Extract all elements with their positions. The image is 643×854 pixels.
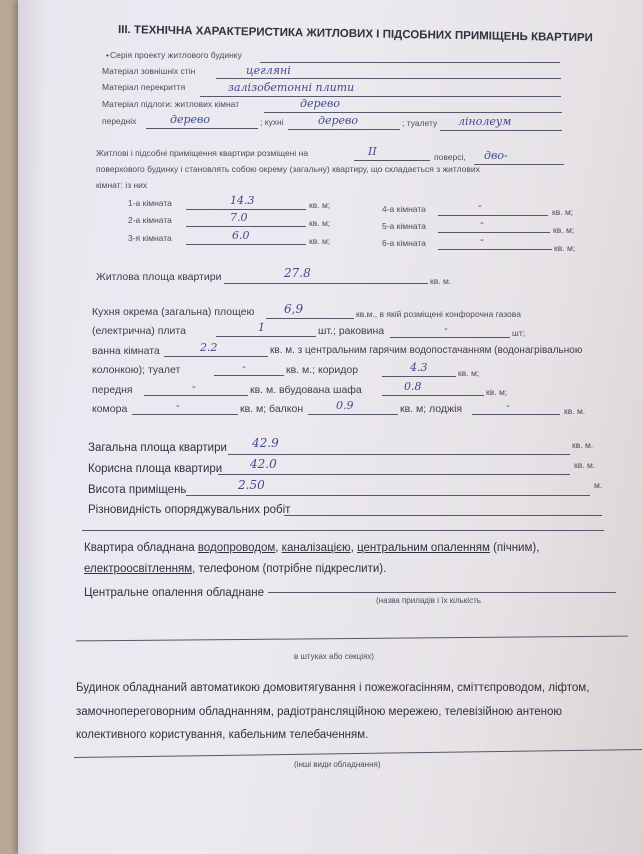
storeys-value: дво-	[484, 149, 508, 162]
room-2-label: 2-а кімната	[128, 215, 172, 225]
room-4-value: -	[478, 199, 482, 212]
stove-value: 1	[258, 321, 265, 334]
balcony-value: 0.9	[336, 399, 354, 412]
sink-field[interactable]	[390, 337, 510, 338]
room-1-field[interactable]	[186, 209, 306, 210]
heating-note: (назва приладів і їх кількість	[376, 596, 481, 605]
room-3-field[interactable]	[186, 244, 306, 245]
page-title: ІІІ. ТЕХНІЧНА ХАРАКТЕРИСТИКА ЖИТЛОВИХ І ПІДСОБНИХ ПРИМІЩЕНЬ КВАРТИРИ	[117, 24, 593, 45]
useful-area-unit: кв. м.	[574, 460, 596, 470]
room-2-unit: кв. м;	[309, 218, 331, 228]
room-4-field[interactable]	[438, 215, 548, 216]
loggia-field[interactable]	[472, 414, 560, 415]
finishing-field-2[interactable]	[82, 530, 604, 531]
building-line1: Будинок обладнаний автоматикою домовитягування і пожежогасінням, сміттєпроводом, ліфтом,	[76, 682, 590, 694]
heating-field[interactable]	[268, 592, 616, 593]
hall-field[interactable]	[144, 395, 248, 396]
project-series-label: Серія проекту житлового будинку	[110, 50, 242, 60]
sink-unit: шт;	[512, 328, 526, 338]
bath-label: ванна кімната	[92, 345, 160, 357]
height-value: 2.50	[238, 478, 265, 492]
toilet-floor-value: лінолеум	[458, 115, 512, 128]
building-line2: замочнопереговорним обладнанням, радіотрансляційною мережею, телевізійною антеною	[76, 706, 562, 718]
hall-mid: кв. м. вбудована шафа	[250, 384, 362, 396]
floor-living-field[interactable]	[264, 112, 562, 113]
floor-value: II	[368, 145, 377, 158]
floor-field[interactable]	[354, 160, 430, 161]
location-line1: Житлові і підсобні приміщення квартири розміщені на	[96, 148, 309, 158]
total-area-value: 42.9	[252, 436, 279, 450]
equipment-line1	[84, 542, 539, 554]
room-6-field[interactable]	[438, 249, 552, 250]
closet-field[interactable]	[382, 395, 484, 396]
hall-label: передня	[92, 384, 133, 396]
room-5-unit: кв. м;	[553, 225, 575, 235]
building-line3: колективного користування, кабельним телебаченням.	[76, 729, 369, 741]
ceiling-material-label: Матеріал перекриття	[102, 82, 186, 92]
equipment-line2	[84, 563, 386, 575]
pantry-field[interactable]	[132, 414, 238, 415]
floor-unit: поверсі,	[434, 152, 466, 162]
room-1-value: 14.3	[230, 194, 255, 207]
pieces-note: в штуках або секціях)	[294, 652, 374, 661]
ceiling-material-field[interactable]	[200, 96, 561, 97]
living-area-label: Житлова площа квартири	[96, 271, 222, 283]
equipped-with-text: Квартира обладнана	[84, 542, 195, 554]
total-area-field[interactable]	[228, 454, 570, 455]
living-area-value: 27.8	[284, 266, 311, 280]
closet-unit: кв. м;	[486, 387, 508, 397]
kitchen-line2-mid: шт.; раковина	[318, 325, 385, 337]
room-6-unit: кв. м;	[554, 243, 576, 253]
loggia-value: -	[506, 399, 510, 412]
stove-field[interactable]	[216, 336, 316, 337]
sewerage-text: каналізацією	[281, 542, 351, 554]
kitchen-floor-label: ; кухні	[260, 117, 284, 127]
other-equipment-field[interactable]	[74, 749, 642, 758]
room-1-label: 1-а кімната	[128, 198, 172, 208]
room-3-unit: кв. м;	[309, 236, 331, 246]
heating-label: Центральне опалення обладнане	[84, 587, 264, 599]
living-area-unit: кв. м.	[430, 276, 452, 286]
bath-value: 2.2	[200, 341, 218, 354]
room-1-unit: кв. м;	[309, 200, 331, 210]
central-heating-text: центральним опаленням	[357, 542, 490, 554]
bath-suffix: кв. м. з центральним гарячим водопостачанням (водонагрівальною	[270, 345, 583, 356]
kitchen-floor-value: дерево	[318, 114, 359, 127]
floor-living-value: дерево	[300, 97, 341, 110]
wall-material-label: Матеріал зовнішніх стін	[102, 66, 196, 76]
floor-material-label: Матеріал підлоги: житлових кімнат	[102, 99, 240, 109]
kitchen-line1: Кухня окрема (загальна) площею	[92, 306, 255, 318]
location-line3: кімнат: із них	[96, 180, 148, 190]
bath-field[interactable]	[164, 356, 268, 357]
closet-value: 0.8	[404, 380, 422, 393]
kitchen-area-value: 6,9	[284, 302, 304, 316]
room-4-label: 4-а кімната	[382, 204, 426, 214]
loggia-unit: кв. м.	[564, 406, 586, 416]
corridor-value: 4.3	[410, 361, 428, 374]
heating-field-2[interactable]	[76, 636, 628, 642]
useful-area-field[interactable]	[218, 474, 570, 475]
hallway-label: передніх	[102, 116, 137, 126]
room-5-label: 5-а кімната	[382, 221, 426, 231]
pantry-value: -	[176, 399, 180, 412]
comma-2: ,	[350, 542, 354, 554]
room-5-value: -	[480, 216, 484, 229]
room-3-label: 3-я кімната	[128, 233, 172, 243]
finishing-field[interactable]	[284, 515, 602, 516]
height-field[interactable]	[186, 495, 590, 496]
useful-area-label: Корисна площа квартири	[88, 463, 223, 475]
balcony-mid: кв. м; лоджія	[400, 403, 463, 415]
other-equipment-note: (інші види обладнання)	[294, 760, 381, 769]
telephone-text: , телефоном (потрібне підкреслити).	[192, 563, 387, 575]
kitchen-line4: колонкою); туалет	[92, 364, 181, 376]
pantry-label: комора	[92, 403, 128, 415]
pantry-mid: кв. м; балкон	[240, 403, 304, 415]
room-6-value: -	[480, 233, 484, 246]
sink-value: -	[444, 322, 448, 335]
total-area-label: Загальна площа квартири	[88, 442, 227, 454]
water-supply-text: водопроводом	[197, 542, 276, 554]
hallway-field[interactable]	[146, 128, 258, 129]
room-3-value: 6.0	[232, 229, 250, 242]
wall-material-value: цегляні	[246, 64, 291, 77]
toilet-area-field[interactable]	[214, 375, 284, 376]
finishing-label: Різновидність опоряджувальних робіт	[88, 504, 291, 516]
room-5-field[interactable]	[438, 232, 550, 233]
living-area-field[interactable]	[224, 283, 428, 284]
kitchen-line1-suffix: кв.м., в якій розміщені конфорочна газова	[356, 309, 521, 319]
kitchen-area-field[interactable]	[266, 318, 354, 319]
form-page	[18, 0, 643, 854]
room-2-value: 7.0	[230, 211, 248, 224]
corridor-unit: кв. м;	[458, 368, 480, 378]
room-4-unit: кв. м;	[552, 207, 574, 217]
hallway-value: дерево	[170, 113, 211, 126]
wall-material-field[interactable]	[216, 78, 561, 79]
balcony-field[interactable]	[308, 414, 398, 415]
height-label: Висота приміщень	[88, 484, 187, 496]
kitchen-line2: (електрична) плита	[92, 325, 186, 337]
comma-1: ,	[275, 542, 279, 554]
electric-lighting-text: електроосвітленням	[84, 563, 193, 575]
toilet-floor-field[interactable]	[440, 130, 562, 131]
stove-heating-text: (пічним),	[493, 542, 540, 554]
project-series-field[interactable]	[260, 62, 560, 63]
toilet-area-value: -	[242, 360, 246, 373]
useful-area-value: 42.0	[250, 457, 277, 471]
bullet: •	[106, 50, 109, 60]
kitchen-floor-field[interactable]	[288, 129, 400, 130]
hall-value: -	[192, 380, 196, 393]
room-6-label: 6-а кімната	[382, 238, 426, 248]
height-unit: м.	[594, 480, 603, 490]
storeys-field[interactable]	[474, 164, 564, 165]
total-area-unit: кв. м.	[572, 440, 594, 450]
ceiling-material-value: залізобетонні плити	[228, 81, 355, 94]
corridor-field[interactable]	[382, 376, 456, 377]
toilet-floor-label: ; туалету	[402, 118, 438, 128]
room-2-field[interactable]	[186, 226, 306, 227]
location-line2: поверхового будинку і становлять собою окрему (загальну) квартиру, що складається з житлових	[96, 164, 480, 174]
kitchen-line4-mid: кв. м.; коридор	[286, 364, 359, 376]
